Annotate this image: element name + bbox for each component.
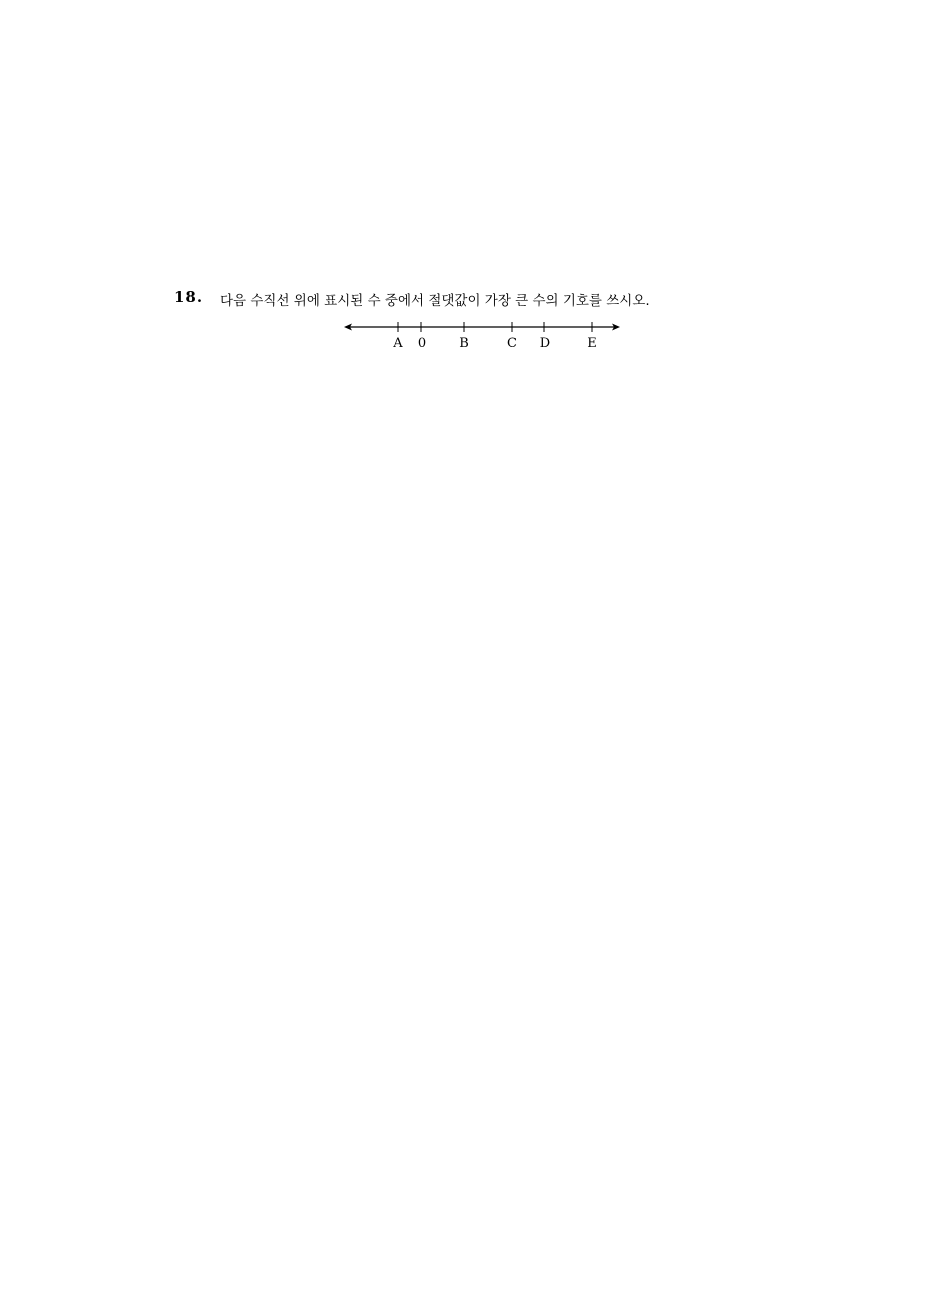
label-e: E [587, 336, 597, 351]
label-0: 0 [417, 336, 427, 351]
problem-number: 18. [174, 288, 204, 306]
number-line-figure [340, 316, 630, 356]
label-a: A [393, 336, 403, 351]
problem-text: 다음 수직선 위에 표시된 수 중에서 절댓값이 가장 큰 수의 기호를 쓰시오. [220, 293, 650, 309]
label-c: C [507, 336, 517, 351]
label-b: B [459, 336, 469, 351]
label-d: D [539, 336, 551, 351]
number-line [340, 316, 630, 356]
